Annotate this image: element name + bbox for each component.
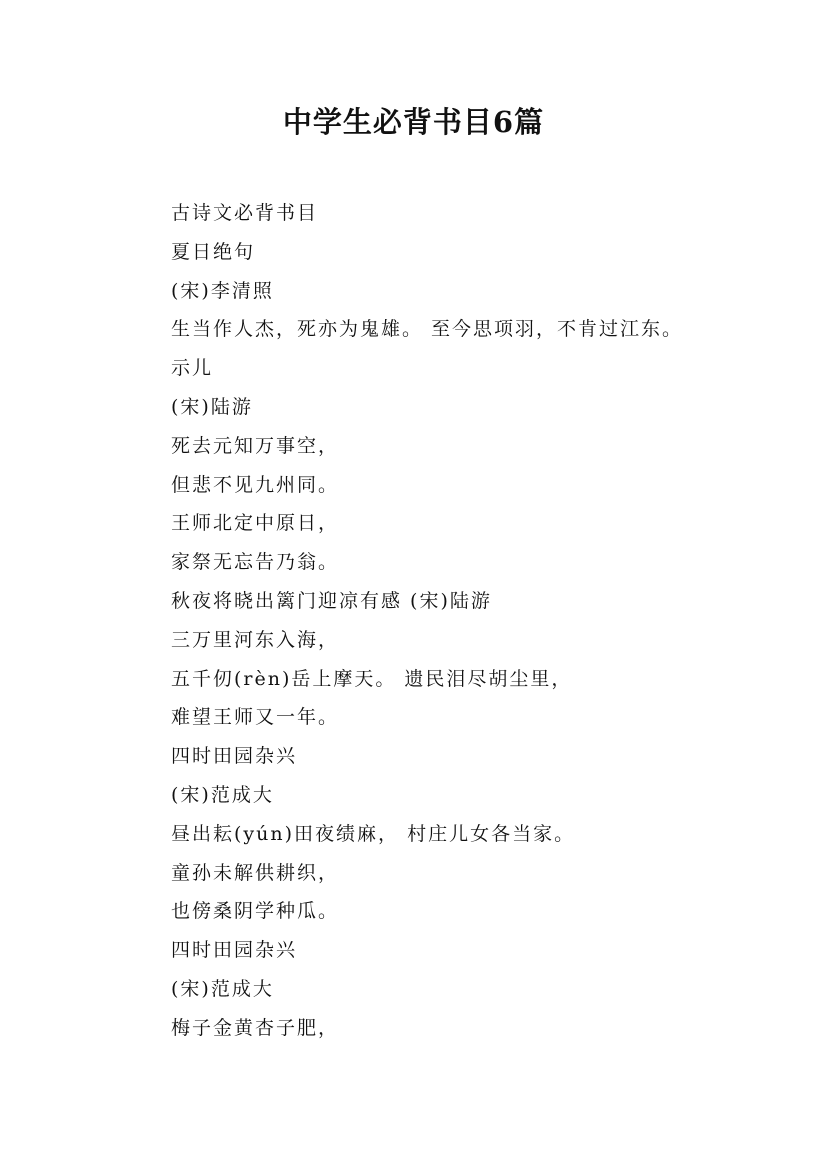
text-line: (宋)范成大 — [171, 783, 274, 806]
text-line: (宋)陆游 — [171, 395, 253, 418]
text-line: 死去元知万事空， — [171, 434, 340, 457]
text-line: 四时田园杂兴 — [171, 745, 298, 768]
text-line: 但悲不见九州同。 — [171, 473, 340, 496]
text-line: (宋)李清照 — [171, 279, 274, 302]
text-line: 古诗文必背书目 — [171, 202, 319, 224]
document-body — [171, 194, 771, 1048]
text-line: 五千仞(rèn)岳上摩天。 遗民泪尽胡尘里， — [171, 667, 573, 690]
text-line: 童孙未解供耕织， — [171, 861, 340, 884]
text-line: 示儿 — [171, 357, 214, 380]
text-line: 秋夜将晓出篱门迎凉有感 (宋)陆游 — [171, 589, 492, 612]
text-line: 四时田园杂兴 — [171, 939, 298, 962]
text-line: 三万里河东入海， — [171, 628, 340, 651]
text-line: 夏日绝句 — [171, 240, 256, 263]
text-line: 王师北定中原日， — [171, 512, 340, 535]
text-line: 家祭无忘告乃翁。 — [171, 551, 340, 574]
text-line: 也傍桑阴学种瓜。 — [171, 900, 340, 923]
text-line: (宋)范成大 — [171, 977, 274, 1000]
document-title: 中学生必背书目6篇 — [282, 105, 545, 139]
text-line: 难望王师又一年。 — [171, 706, 340, 729]
text-line: 生当作人杰，死亦为鬼雄。 至今思项羽，不肯过江东。 — [171, 318, 684, 341]
text-line: 梅子金黄杏子肥， — [171, 1016, 340, 1039]
text-line: 昼出耘(yún)田夜绩麻， 村庄儿女各当家。 — [171, 822, 576, 845]
